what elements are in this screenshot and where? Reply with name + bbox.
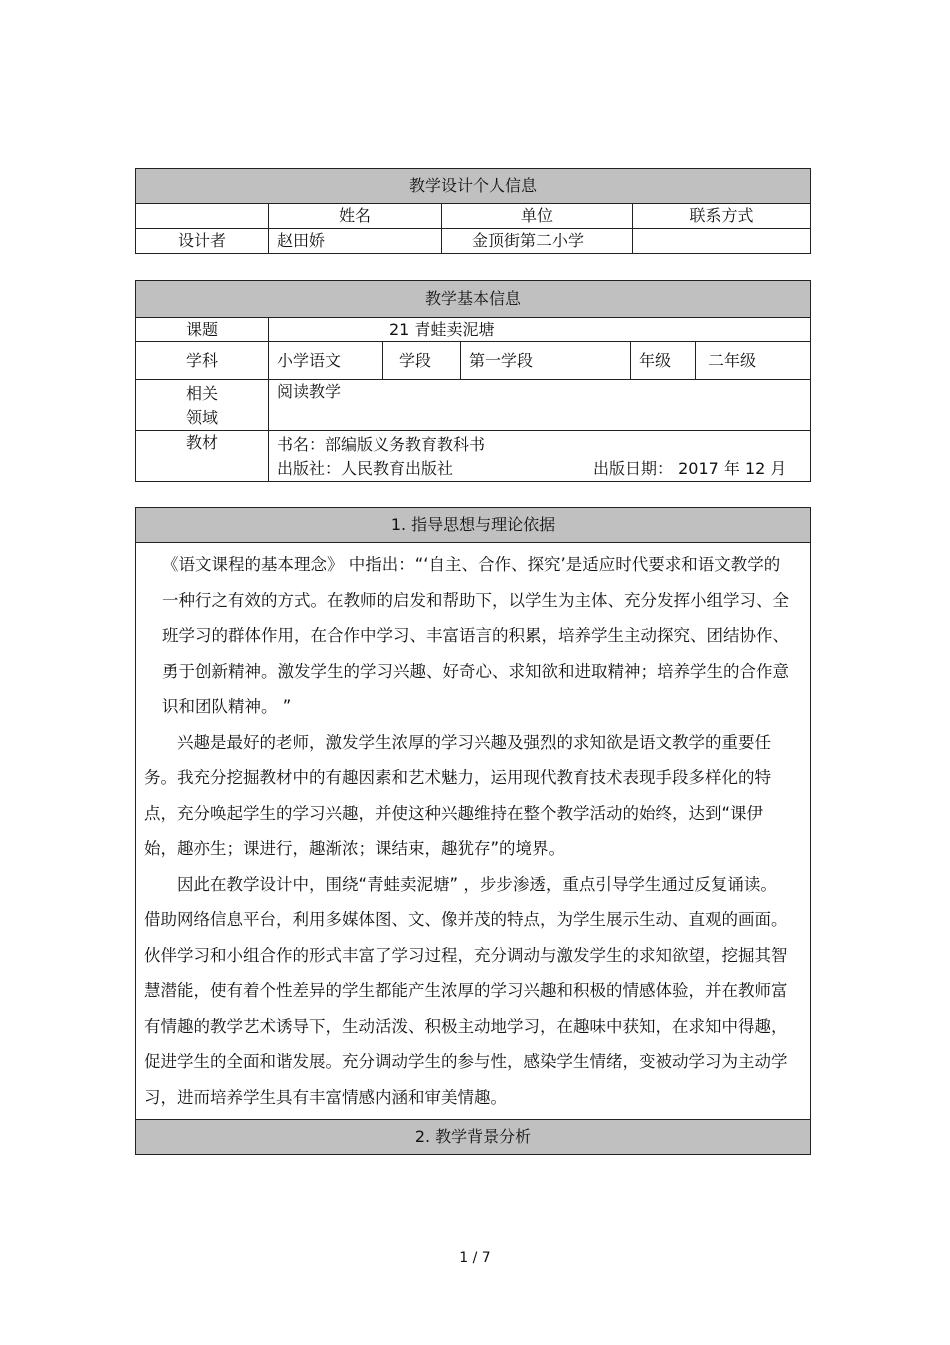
designer-unit: 金顶街第二小学 (442, 229, 633, 254)
basic-info-title: 教学基本信息 (136, 281, 811, 318)
designer-contact (633, 229, 811, 254)
contact-header: 联系方式 (633, 204, 811, 229)
section1-paragraph-3: 因此在教学设计中，围绕“青蛙卖泥塘” ，步步渗透，重点引导学生通过反复诵读。借助网络信息平台，利用多媒体图、文、像并茂的特点，为学生展示生动、直观的画面。伙伴学习和小组合作的形式丰富了学习过程，充分调动与激发学生的求知欲望，挖掘其智慧潜能，使有着个性差异的学生都能产生浓厚的学习兴趣和积极的情感体验，并在教师富有情趣的教学艺术诱导下，生动活泼、积极主动地学习，在趣味中获知，在求知中得趣，促进学生的全面和谐发展。充分调动学生的参与性，感染学生情绪，变被动学习为主动学习，进而培养学生具有丰富情感内涵和审美情趣。 (144, 874, 788, 1107)
field-label-line2: 领域 (185, 408, 218, 427)
field-value: 阅读教学 (269, 380, 811, 431)
section2-title: 2. 教学背景分析 (136, 1120, 811, 1155)
designer-label: 设计者 (136, 229, 269, 254)
book-name: 书名：部编版义务教育教科书 (277, 435, 486, 454)
subject-value: 小学语文 (269, 342, 383, 380)
textbook-info (269, 431, 811, 482)
publisher: 出版社：人民教育出版社 (277, 459, 454, 478)
personal-info-table (135, 168, 811, 254)
stage-label: 学段 (383, 342, 461, 380)
section1-paragraph-2: 兴趣是最好的老师，激发学生浓厚的学习兴趣及强烈的求知欲是语文教学的重要任务。我充分挖掘教材中的有趣因素和艺术魅力，运用现代教育技术表现手段多样化的特点，充分唤起学生的学习兴趣，并使这种兴趣维持在整个教学活动的始终，达到“课伊始，趣亦生；课进行，趣渐浓；课结束，趣犹存”的境界。 (144, 732, 771, 858)
grade-value: 二年级 (696, 342, 811, 380)
subject-label: 学科 (136, 342, 269, 380)
field-label-line1: 相关 (185, 384, 218, 403)
basic-info-table (135, 280, 811, 482)
publisher-line (277, 457, 810, 481)
section1-body (136, 543, 811, 1120)
textbook-label: 教材 (136, 431, 269, 482)
name-header: 姓名 (269, 204, 442, 229)
designer-name: 赵田娇 (269, 229, 442, 254)
pub-date: 出版日期： 2017 年 12 月 (593, 459, 787, 478)
stage-value: 第一学段 (461, 342, 631, 380)
field-label (136, 380, 269, 431)
grade-label: 年级 (631, 342, 696, 380)
section1-paragraph-1: 《语文课程的基本理念》 中指出：“‘自主、合作、探究’是适应时代要求和语文教学的一种行之有效的方式。在教师的启发和帮助下，以学生为主体、充分发挥小组学习、全班学习的群体作用，在合作中学习、丰富语言的积累，培养学生主动探究、团结协作、勇于创新精神。激发学生的学习兴趣、好奇心、求知欲和进取精神；培养学生的合作意识和团队精神。 ” (162, 555, 789, 716)
topic-value: 21 青蛙卖泥塘 (269, 318, 811, 342)
topic-label: 课题 (136, 318, 269, 342)
page-number: 1 / 7 (459, 1250, 491, 1266)
unit-header: 单位 (442, 204, 633, 229)
personal-info-title: 教学设计个人信息 (136, 169, 811, 204)
guiding-ideology-table (135, 507, 811, 1155)
empty-header-cell (136, 204, 269, 229)
section1-title: 1. 指导思想与理论依据 (136, 508, 811, 543)
